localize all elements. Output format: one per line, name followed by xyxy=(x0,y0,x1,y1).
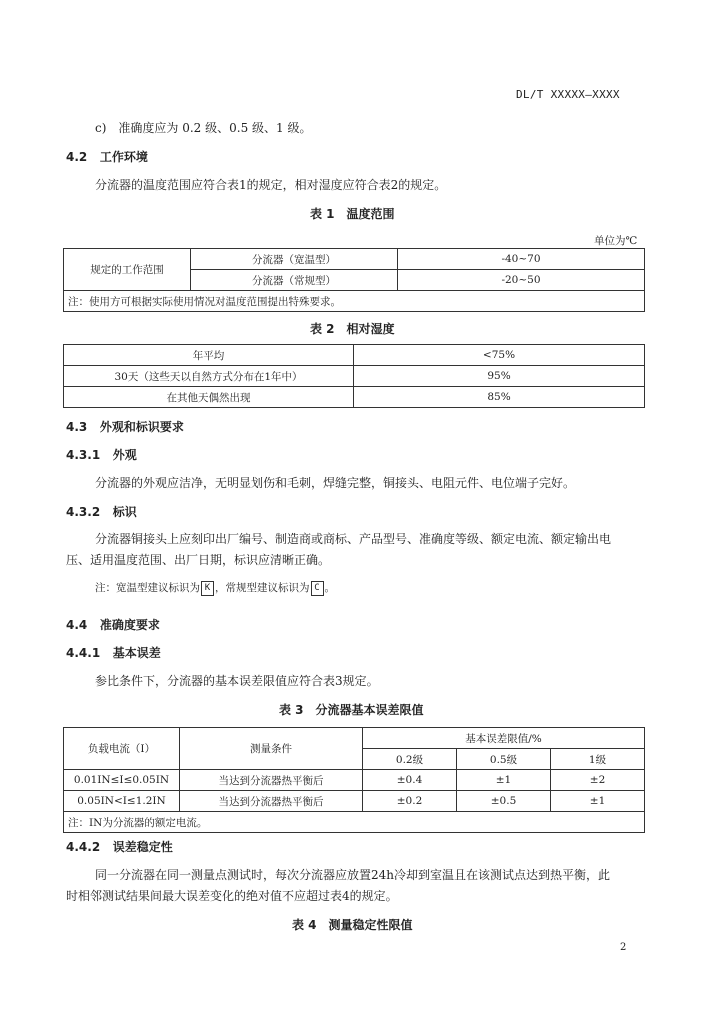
table-cell: 0.5级 xyxy=(457,749,551,770)
table3-head-limit: 基本误差限值/% xyxy=(363,728,645,749)
table-cell: 分流器（常规型） xyxy=(191,270,398,291)
section-number: 4.3.1 xyxy=(66,448,101,462)
table-cell: 在其他天偶然出现 xyxy=(64,387,354,408)
table-cell: 当达到分流器热平衡后 xyxy=(180,770,363,791)
table-row xyxy=(64,366,645,387)
note-text: 。 xyxy=(324,582,335,594)
table-cell: ±1 xyxy=(551,791,645,812)
section-heading-4-4-2 xyxy=(66,838,173,855)
table-cell: ±2 xyxy=(551,770,645,791)
table-row xyxy=(64,345,645,366)
section-number: 4.2 xyxy=(66,150,88,164)
marking-note xyxy=(95,580,335,596)
table4-caption: 表 4 测量稳定性限值 xyxy=(292,918,413,932)
paragraph: 同一分流器在同一测量点测试时，每次分流器应放置24h冷却到室温且在该测试点达到热平衡，此 xyxy=(95,868,611,882)
section-number: 4.4.2 xyxy=(66,840,101,854)
table-cell: 0.2级 xyxy=(363,749,457,770)
table-cell: <75% xyxy=(354,345,645,366)
table-cell: 1级 xyxy=(551,749,645,770)
paragraph: 分流器的外观应洁净，无明显划伤和毛刺，焊缝完整，铜接头、电阻元件、电位端子完好。 xyxy=(95,476,576,490)
section-number: 4.4.1 xyxy=(66,646,101,660)
table-cell: ±0.4 xyxy=(363,770,457,791)
section-heading-4-3-2 xyxy=(66,503,137,520)
section-number: 4.3.2 xyxy=(66,505,101,519)
document-code: DL/T XXXXX—XXXX xyxy=(516,88,620,101)
section-title: 标识 xyxy=(112,505,137,519)
page-number: 2 xyxy=(620,942,627,953)
list-item-c: c) 准确度应为 0.2 级、0.5 级、1 级。 xyxy=(95,121,312,135)
table3-head-condition: 测量条件 xyxy=(180,728,363,770)
section-title: 外观 xyxy=(112,448,137,462)
mark-c-box: C xyxy=(311,581,324,596)
table2 xyxy=(63,344,645,408)
section-title: 误差稳定性 xyxy=(112,840,173,854)
table2-caption: 表 2 相对湿度 xyxy=(310,322,395,336)
note-text: ，常规型建议标识为 xyxy=(215,582,310,594)
table-cell: 年平均 xyxy=(64,345,354,366)
section-heading-4-3 xyxy=(66,418,184,435)
section-heading-4-4 xyxy=(66,616,160,633)
table-cell: 0.05IN<I≤1.2IN xyxy=(64,791,180,812)
table1-note: 注：使用方可根据实际使用情况对温度范围提出特殊要求。 xyxy=(64,291,645,312)
paragraph: 分流器铜接头上应刻印出厂编号、制造商或商标、产品型号、准确度等级、额定电流、额定输出电 xyxy=(95,532,612,546)
section-number: 4.4 xyxy=(66,618,88,632)
section-title: 外观和标识要求 xyxy=(99,420,184,434)
paragraph-continued: 时相邻测试结果间最大误差变化的绝对值不应超过表4的规定。 xyxy=(66,889,398,903)
table-cell: ±0.2 xyxy=(363,791,457,812)
table1-row-label: 规定的工作范围 xyxy=(64,249,191,291)
table-row xyxy=(64,812,645,833)
table-row xyxy=(64,728,645,749)
table-cell: 0.01IN≤I≤0.05IN xyxy=(64,770,180,791)
mark-k-box: K xyxy=(201,581,214,596)
note-text: 注：宽温型建议标识为 xyxy=(95,582,200,594)
table3-note: 注：IN为分流器的额定电流。 xyxy=(64,812,645,833)
table-cell: 85% xyxy=(354,387,645,408)
table-row xyxy=(64,249,645,270)
paragraph-continued: 压、适用温度范围、出厂日期，标识应清晰正确。 xyxy=(66,553,331,567)
table-cell: 95% xyxy=(354,366,645,387)
table-cell: 分流器（宽温型） xyxy=(191,249,398,270)
paragraph: 参比条件下，分流器的基本误差限值应符合表3规定。 xyxy=(95,674,379,688)
table-cell: 30天（这些天以自然方式分布在1年中） xyxy=(64,366,354,387)
table-row xyxy=(64,770,645,791)
section-heading-4-4-1 xyxy=(66,644,161,661)
section-heading-4-2 xyxy=(66,148,148,165)
table-cell: ±0.5 xyxy=(457,791,551,812)
table1-unit: 单位为℃ xyxy=(594,235,638,247)
table1-caption: 表 1 温度范围 xyxy=(310,207,395,221)
section-title: 准确度要求 xyxy=(99,618,160,632)
table3-head-current: 负载电流（I） xyxy=(64,728,180,770)
table1 xyxy=(63,248,645,312)
table-row xyxy=(64,291,645,312)
table3 xyxy=(63,727,645,833)
section-title: 基本误差 xyxy=(112,646,161,660)
section-heading-4-3-1 xyxy=(66,446,137,463)
paragraph: 分流器的温度范围应符合表1的规定，相对湿度应符合表2的规定。 xyxy=(95,178,447,192)
table-cell: 当达到分流器热平衡后 xyxy=(180,791,363,812)
section-number: 4.3 xyxy=(66,420,88,434)
table3-caption: 表 3 分流器基本误差限值 xyxy=(279,703,424,717)
table-cell: ±1 xyxy=(457,770,551,791)
table-row xyxy=(64,387,645,408)
section-title: 工作环境 xyxy=(99,150,148,164)
table-cell: -40~70 xyxy=(398,249,645,270)
table-cell: -20~50 xyxy=(398,270,645,291)
table-row xyxy=(64,791,645,812)
